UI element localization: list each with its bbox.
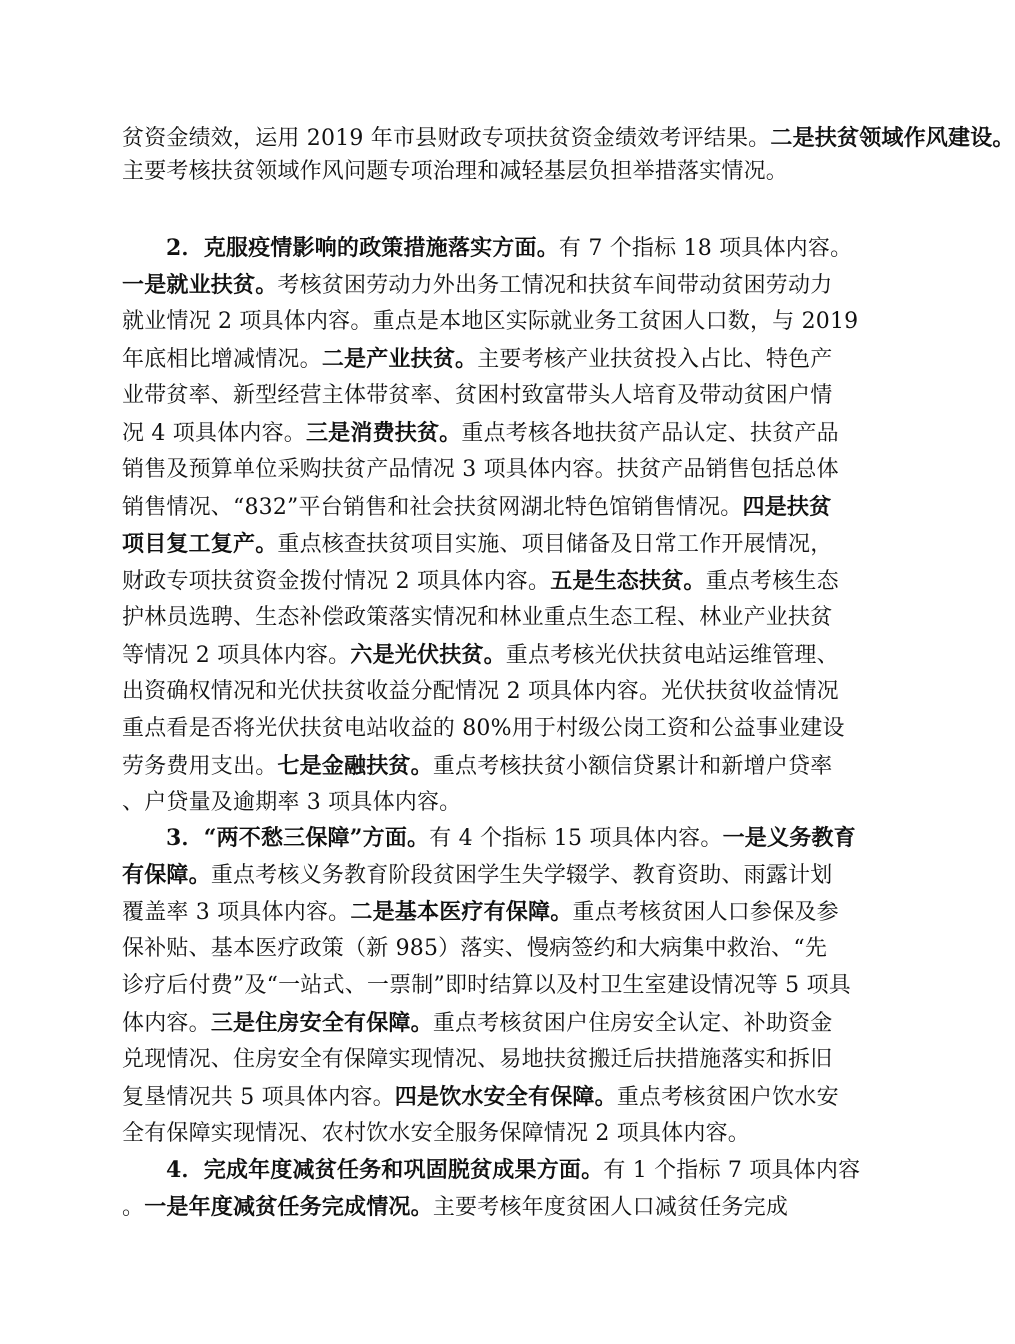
text-line: 全有保障实现情况、农村饮水安全服务保障情况 2 项具体内容。 — [122, 1121, 750, 1146]
text-line: 。一是年度减贫任务完成情况。主要考核年度贫困人口减贫任务完成 — [122, 1194, 789, 1220]
text-line: 财政专项扶贫资金拨付情况 2 项具体内容。五是生态扶贫。重点考核生态 — [122, 568, 839, 594]
text-line: 护林员选聘、生态补偿政策落实情况和林业重点生态工程、林业产业扶贫 — [122, 605, 833, 630]
text-line: 4．完成年度减贫任务和巩固脱贫成果方面。有 1 个指标 7 项具体内容 — [166, 1157, 861, 1183]
text-line: 出资确权情况和光伏扶贫收益分配情况 2 项具体内容。光伏扶贫收益情况 — [122, 679, 839, 704]
text-line: 劳务费用支出。七是金融扶贫。重点考核扶贫小额信贷累计和新增户贷率 — [122, 753, 833, 779]
text-line: 主要考核扶贫领域作风问题专项治理和减轻基层负担举措落实情况。 — [122, 159, 789, 184]
text-line: 保补贴、基本医疗政策（新 985）落实、慢病签约和大病集中救治、“先 — [122, 936, 828, 961]
text-line: 业带贫率、新型经营主体带贫率、贫困村致富带头人培育及带动贫困户情 — [122, 383, 833, 408]
text-line: 就业情况 2 项具体内容。重点是本地区实际就业务工贫困人口数，与 2019 — [122, 309, 859, 334]
text-line: 年底相比增减情况。二是产业扶贫。主要考核产业扶贫投入占比、特色产 — [122, 346, 833, 372]
text-line: 2．克服疫情影响的政策措施落实方面。有 7 个指标 18 项具体内容。 — [166, 235, 853, 261]
text-line: 销售及预算单位采购扶贫产品情况 3 项具体内容。扶贫产品销售包括总体 — [122, 457, 839, 482]
text-line: 项目复工复产。重点核查扶贫项目实施、项目储备及日常工作开展情况， — [122, 531, 833, 557]
text-line: 等情况 2 项具体内容。六是光伏扶贫。重点考核光伏扶贫电站运维管理、 — [122, 642, 839, 668]
text-line: 兑现情况、住房安全有保障实现情况、易地扶贫搬迁后扶措施落实和拆旧 — [122, 1047, 833, 1072]
text-line: 覆盖率 3 项具体内容。二是基本医疗有保障。重点考核贫困人口参保及参 — [122, 899, 839, 925]
text-line: 一是就业扶贫。考核贫困劳动力外出务工情况和扶贫车间带动贫困劳动力 — [122, 272, 833, 298]
text-line: 、户贷量及逾期率 3 项具体内容。 — [122, 790, 462, 815]
text-line: 销售情况、“832”平台销售和社会扶贫网湖北特色馆销售情况。四是扶贫 — [122, 494, 832, 520]
text-line: 体内容。三是住房安全有保障。重点考核贫困户住房安全认定、补助资金 — [122, 1010, 833, 1036]
text-line: 贫资金绩效，运用 2019 年市县财政专项扶贫资金绩效考评结果。二是扶贫领域作风建设。 — [122, 125, 1015, 151]
text-line: 况 4 项具体内容。三是消费扶贫。重点考核各地扶贫产品认定、扶贫产品 — [122, 420, 839, 446]
text-line: 有保障。重点考核义务教育阶段贫困学生失学辍学、教育资助、雨露计划 — [122, 862, 833, 888]
text-line: 3．“两不愁三保障”方面。有 4 个指标 15 项具体内容。一是义务教育 — [166, 825, 856, 851]
text-line: 重点看是否将光伏扶贫电站收益的 80%用于村级公岗工资和公益事业建设 — [122, 716, 845, 741]
text-line: 诊疗后付费”及“一站式、一票制”即时结算以及村卫生室建设情况等 5 项具 — [122, 973, 851, 998]
text-line: 复垦情况共 5 项具体内容。四是饮水安全有保障。重点考核贫困户饮水安 — [122, 1084, 839, 1110]
